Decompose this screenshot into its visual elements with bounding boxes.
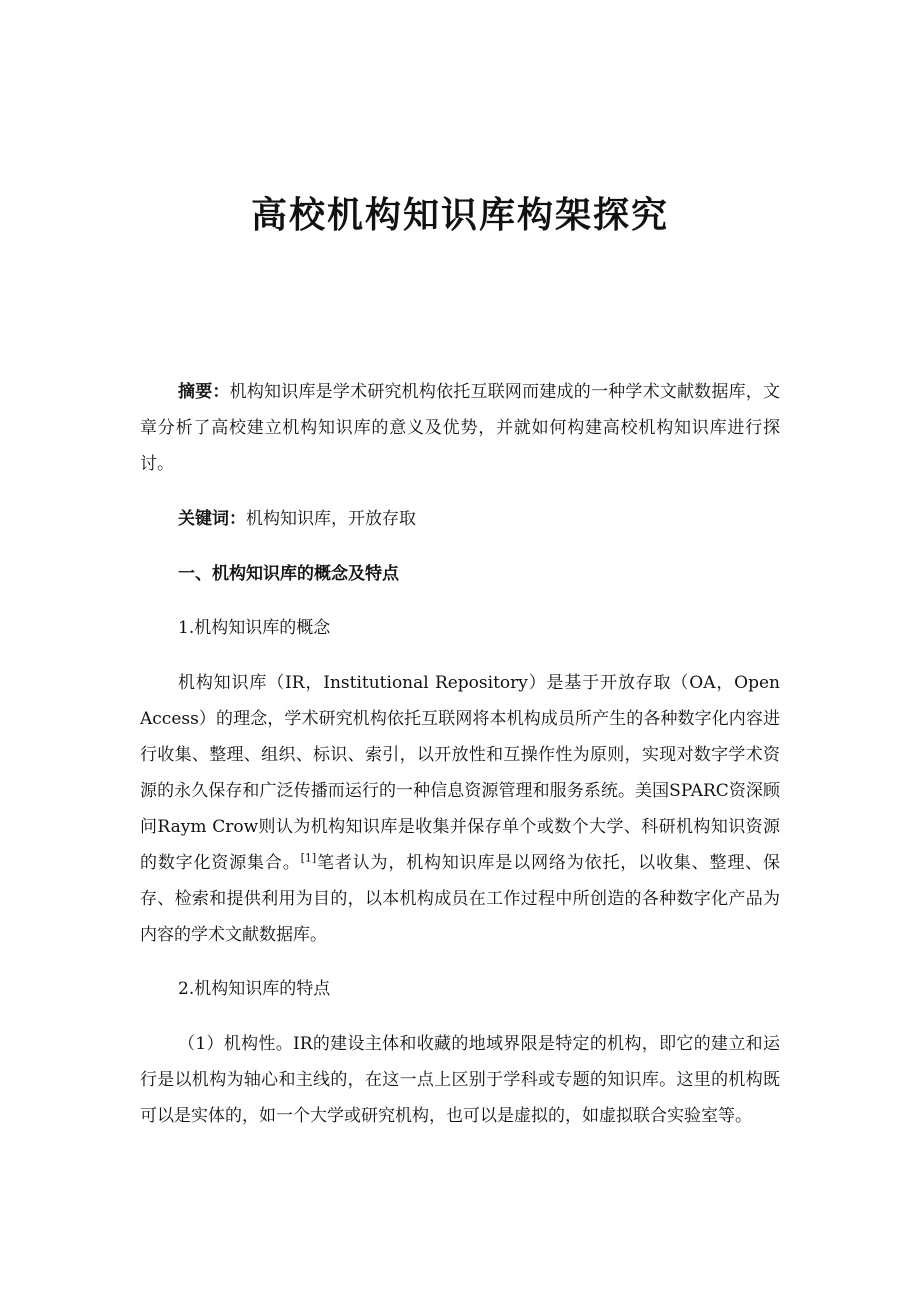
concept-paragraph (140, 665, 780, 953)
citation-marker[interactable]: [1] (300, 851, 317, 865)
subsection-heading-1: 1.机构知识库的概念 (178, 618, 331, 638)
subsection-heading-2: 2.机构知识库的特点 (178, 979, 331, 999)
abstract-label: 摘要： (178, 382, 230, 402)
keywords-text: 机构知识库，开放存取 (246, 509, 416, 529)
keywords-label: 关键词： (178, 509, 246, 529)
abstract-paragraph (140, 374, 780, 482)
page-title: 高校机构知识库构架探究 (250, 194, 669, 236)
abstract-text: 机构知识库是学术研究机构依托互联网而建成的一种学术文献数据库，文章分析了高校建立机构知识库的意义及优势，并就如何构建高校机构知识库进行探讨。 (140, 382, 781, 474)
keywords-paragraph (140, 501, 780, 537)
feature-item-1: （1）机构性。IR的建设主体和收藏的地域界限是特定的机构，即它的建立和运行是以机构为轴心和主线的，在这一点上区别于学科或专题的知识库。这里的机构既可以是实体的，如一个大学或研究机构，也可以是虚拟的，如虚拟联合实验室等。 (140, 1034, 780, 1126)
section-heading-1: 一、机构知识库的概念及特点 (178, 564, 399, 584)
concept-text-part2: 笔者认为，机构知识库是以网络为依托，以收集、整理、保存、检索和提供利用为目的，以本机构成员在工作过程中所创造的各种数字化产品为内容的学术文献数据库。 (140, 853, 780, 945)
concept-text-part1: 机构知识库（IR，Institutional Repository）是基于开放存取（OA，Open Access）的理念，学术研究机构依托互联网将本机构成员所产生的各种数字化内容进行收集、整理、组织、标识、索引，以开放性和互操作性为原则，实现对数字学术资源的永久保存和广泛传播而运行的一种信息资源管理和服务系统。美国SPARC资深顾问Raym Crow则认为机构知识库是收集并保存单个或数个大学、科研机构知识资源的数字化资源集合。 (140, 673, 780, 873)
